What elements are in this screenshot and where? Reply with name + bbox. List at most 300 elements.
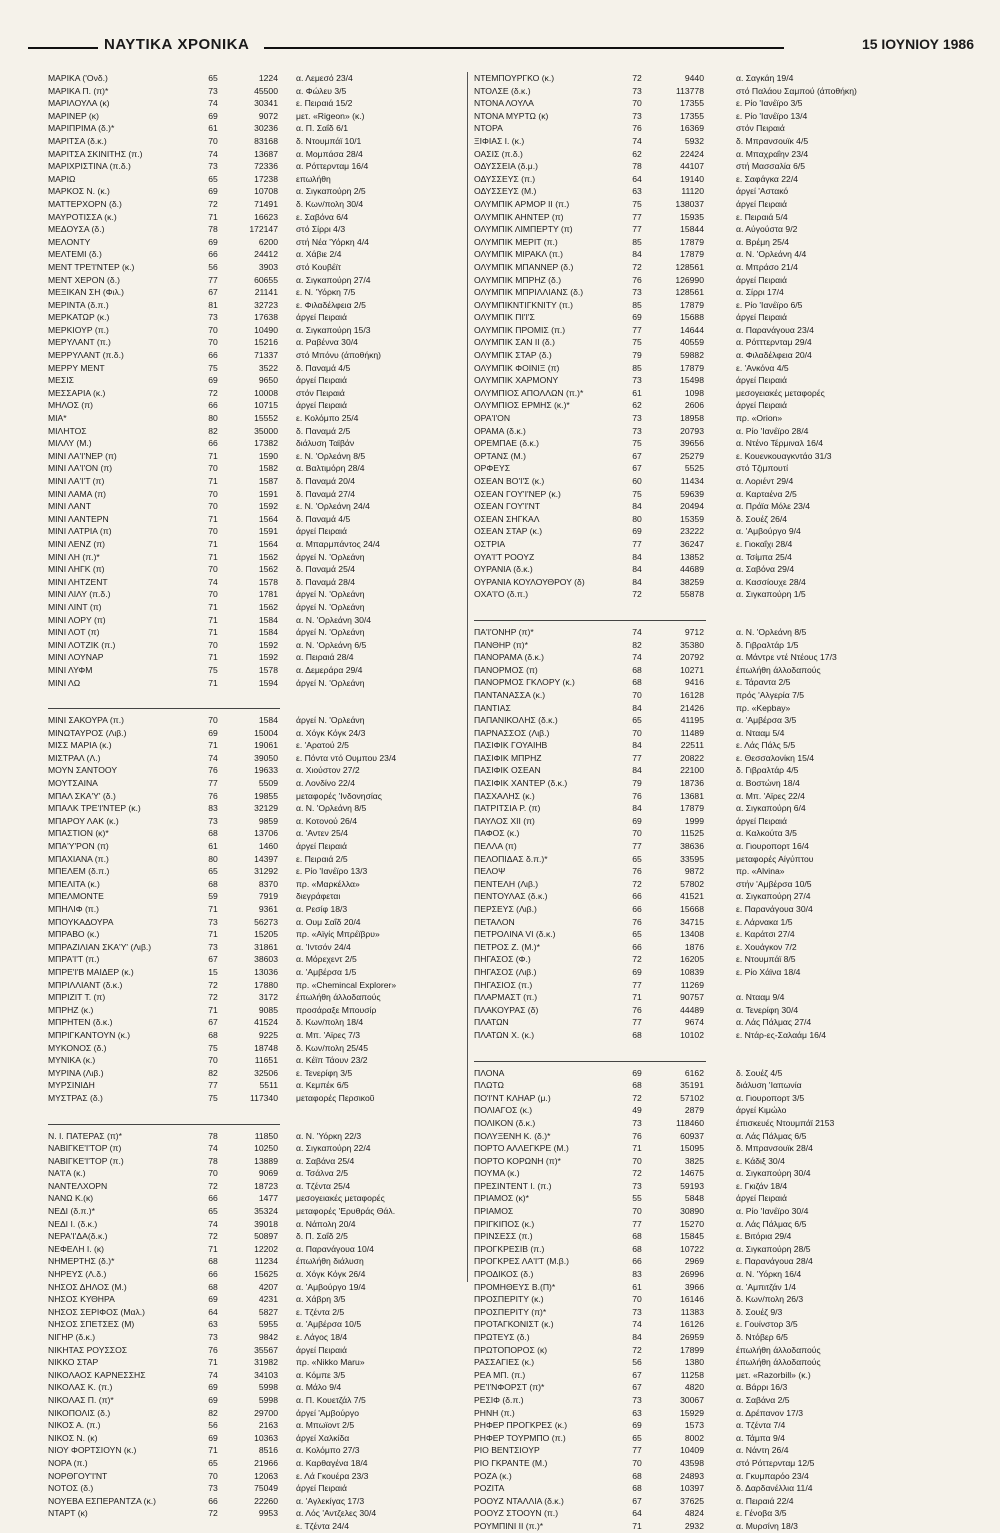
- tonnage: 30341: [254, 98, 278, 109]
- ship-name: ΝΑΒΙΓΚΕ'Ι'ΤΟΡ (π): [48, 1143, 122, 1154]
- ship-entry: [48, 1004, 463, 1017]
- tonnage: 126990: [675, 274, 704, 285]
- tonnage: 31861: [254, 941, 278, 952]
- ship-entry: [48, 110, 463, 123]
- ship-name: ΜΙΝΙ ΛΟΤ (π): [48, 627, 100, 638]
- build-year: 15: [208, 966, 218, 977]
- build-year: 73: [208, 941, 218, 952]
- ship-entry: [474, 676, 959, 689]
- build-year: 77: [632, 979, 642, 990]
- last-report: α. Δεμεράρα 29/4: [296, 664, 363, 675]
- ship-name: ΠΛΑΡΜΑΣΤ (π.): [474, 992, 538, 1003]
- tonnage: 1224: [258, 73, 278, 83]
- ship-entry: [48, 374, 463, 387]
- ship-name: ΜΠΕΛΙΤΑ (κ.): [48, 878, 100, 889]
- build-year: 68: [208, 878, 218, 889]
- build-year: 77: [632, 211, 642, 222]
- ship-entry: [474, 1495, 959, 1508]
- last-report: α. Ντααμ 9/4: [736, 992, 785, 1003]
- ship-name: ΡΕΑ ΜΠ. (π.): [474, 1369, 526, 1380]
- ship-name: ΜΠΡΑ'Ι'Τ (π.): [48, 954, 100, 965]
- ship-name: ΟΛΥΜΠΙΚ ΜΠΡΗΖ (δ.): [474, 274, 562, 285]
- last-report: δ. Κων/πολη 30/4: [296, 198, 364, 209]
- ship-entry: [48, 1318, 463, 1331]
- build-year: 77: [632, 1445, 642, 1456]
- ship-entry: [474, 941, 959, 954]
- ship-entry: [48, 1243, 463, 1256]
- last-report: διάλυση Ταϊβάν: [296, 438, 355, 449]
- last-report: α. Κέϊπ Τάουν 23/2: [296, 1055, 368, 1066]
- ship-entry: [474, 425, 959, 438]
- ship-entry: [48, 1054, 463, 1067]
- ship-list-section: [48, 1130, 463, 1533]
- tonnage: 9712: [684, 626, 704, 637]
- last-report: στό Σίρρι 4/3: [296, 224, 346, 235]
- last-report: α. Σίρρι 17/4: [736, 287, 784, 298]
- tonnage: 4207: [258, 1281, 278, 1292]
- tonnage: 11489: [680, 727, 704, 738]
- tonnage: 21966: [254, 1457, 278, 1468]
- last-report: προσάραξε Μπουσίρ: [296, 1004, 377, 1015]
- tonnage: 1594: [258, 677, 278, 688]
- tonnage: 13408: [680, 929, 704, 940]
- last-report: ε. Βιτόρια 29/4: [736, 1231, 792, 1242]
- ship-name: ΡΗΦΕΡ ΤΟΥΡΜΠΟ (π.): [474, 1432, 566, 1443]
- ship-name: ΜΕΡΚΑΤΩΡ (κ.): [48, 312, 110, 323]
- last-report: άργεί Πειραιά: [736, 198, 787, 209]
- ship-entry: [474, 1394, 959, 1407]
- ship-entry: [474, 135, 959, 148]
- section-divider: [48, 1124, 280, 1125]
- last-report: α. Κασσίουχε 28/4: [736, 576, 806, 587]
- build-year: 73: [208, 1332, 218, 1342]
- tonnage: 60937: [680, 1130, 704, 1141]
- last-report: ε. Θεσσαλονίκη 15/4: [736, 752, 815, 763]
- tonnage: 33595: [680, 853, 704, 864]
- ship-name: ΜΠΑΛΚ ΤΡΕ'Ι'ΝΤΕΡ (κ.): [48, 803, 141, 814]
- tonnage: 15688: [680, 312, 704, 323]
- last-report: έπωλήθη άλλοδαπούς: [736, 1344, 821, 1355]
- tonnage: 5998: [258, 1394, 278, 1405]
- last-report: διεγράφεται: [296, 891, 341, 902]
- page-header: [28, 36, 974, 60]
- ship-name: ΜΕΔΟΥΣΑ (δ.): [48, 224, 105, 235]
- last-report: α. Καρταένα 2/5: [736, 488, 797, 499]
- ship-name: ΠΟΡΤΟ ΚΟΡΩΝΗ (π)*: [474, 1155, 561, 1166]
- build-year: 68: [632, 1243, 642, 1254]
- ship-entry: [48, 185, 463, 198]
- tonnage: 11258: [680, 1369, 704, 1380]
- ship-entry: [48, 1419, 463, 1432]
- last-report: α. 'Αμβούργο 19/4: [296, 1281, 366, 1292]
- tonnage: 11120: [681, 186, 704, 197]
- tonnage: 5827: [258, 1306, 278, 1317]
- build-year: 68: [208, 1281, 218, 1292]
- ship-entry: [48, 979, 463, 992]
- ship-entry: [474, 1407, 959, 1420]
- ship-entry: [48, 639, 463, 652]
- build-year: 73: [208, 161, 218, 172]
- tonnage: 57802: [680, 878, 704, 889]
- tonnage: 44489: [680, 1004, 704, 1015]
- build-year: 75: [208, 362, 218, 373]
- last-report: στό Ρόττερνταμ 12/5: [736, 1457, 815, 1468]
- tonnage: 9069: [258, 1168, 278, 1179]
- ship-entry: [48, 588, 463, 601]
- last-report: α. Σαβάνα 2/5: [736, 1394, 790, 1405]
- last-report: άργεί Κιμώλο: [736, 1105, 787, 1116]
- ship-entry: [474, 311, 959, 324]
- section-gap: [474, 1042, 959, 1056]
- last-report: ε. Κολόμπο 25/4: [296, 413, 359, 424]
- tonnage: 90757: [680, 992, 704, 1003]
- tonnage: 36247: [680, 538, 704, 549]
- tonnage: 12063: [254, 1470, 278, 1481]
- ship-entry: [48, 928, 463, 941]
- build-year: 62: [632, 148, 642, 159]
- tonnage: 6162: [684, 1067, 704, 1078]
- last-report: α. Ραβέννα 30/4: [296, 337, 358, 348]
- ship-name: ΜΠΡΕ'Ι'Β ΜΑΙΔΕΡ (κ.): [48, 966, 134, 977]
- tonnage: 15844: [680, 224, 704, 235]
- ship-entry: [474, 878, 959, 891]
- build-year: 70: [632, 828, 642, 839]
- tonnage: 59639: [680, 488, 704, 499]
- build-year: 71: [632, 1520, 642, 1531]
- build-year: 75: [632, 337, 642, 348]
- ship-name: ΜΠΡΑΒΟ (κ.): [48, 929, 100, 940]
- ship-entry: [474, 160, 959, 173]
- ship-name: ΝΗΣΟΣ ΚΥΘΗΡΑ: [48, 1294, 115, 1305]
- ship-name: ΝΑΝΩ Κ.(κ): [48, 1193, 94, 1204]
- ship-entry: [474, 1318, 959, 1331]
- tonnage: 55878: [680, 589, 704, 600]
- ship-entry: [48, 966, 463, 979]
- build-year: 70: [208, 463, 218, 474]
- tonnage: 39050: [254, 752, 278, 763]
- ship-entry: [474, 248, 959, 261]
- ship-entry: [48, 349, 463, 362]
- ship-entry: [474, 1016, 959, 1029]
- last-report: δ. Κων/πολη 18/4: [296, 1017, 364, 1028]
- ship-name: ΠΗΓΑΣΙΟΣ (π.): [474, 979, 533, 990]
- build-year: 82: [208, 1407, 218, 1418]
- tonnage: 17355: [680, 110, 704, 121]
- tonnage: 35324: [254, 1206, 278, 1217]
- ship-entry: [474, 299, 959, 312]
- tonnage: 1591: [258, 488, 278, 499]
- build-year: 66: [208, 350, 218, 361]
- build-year: 63: [632, 186, 642, 197]
- last-report: α. Ρόττερνταμ 16/4: [296, 161, 369, 172]
- last-report: α. Φώλευ 3/5: [296, 85, 347, 96]
- ship-name: ΜΙΝΙ ΛΑ'Ι'Τ (π): [48, 476, 105, 486]
- ship-name: ΜΠΕΛΜΟΝΤΕ: [48, 891, 104, 902]
- ship-entry: [48, 752, 463, 765]
- ship-entry: [48, 211, 463, 224]
- tonnage: 14397: [254, 853, 278, 864]
- ship-name: ΟΡΑΜΑ (δ.κ.): [474, 425, 526, 436]
- tonnage: 8002: [684, 1432, 704, 1443]
- ship-name: ΠΛΑΤΩΝ Χ. (κ.): [474, 1029, 535, 1040]
- ship-entry: [474, 362, 959, 375]
- ship-name: ΜΕΞΙΚΑΝ ΣΗ (Φιλ.): [48, 287, 125, 298]
- last-report: α. Χάβιε 2/4: [296, 249, 342, 260]
- ship-entry: [48, 236, 463, 249]
- ship-name: ΜΠΕΛΕΜ (δ.π.): [48, 866, 110, 877]
- tonnage: 1587: [258, 476, 278, 486]
- last-report: δ. Κων/πολη 26/3: [736, 1294, 804, 1305]
- ship-entry: [474, 1117, 959, 1130]
- build-year: 69: [632, 312, 642, 323]
- ship-entry: [474, 551, 959, 564]
- tonnage: 40559: [680, 337, 704, 348]
- build-year: 74: [208, 98, 218, 109]
- build-year: 74: [208, 148, 218, 159]
- tonnage: 1592: [258, 652, 278, 663]
- build-year: 56: [632, 1357, 642, 1368]
- tonnage: 44689: [680, 564, 704, 575]
- ship-name: ΟΡΦΕΥΣ: [474, 463, 511, 474]
- header-rule-left: [28, 47, 98, 49]
- build-year: 71: [208, 1004, 218, 1015]
- last-report: α. Παρανάγουα 10/4: [296, 1243, 374, 1254]
- build-year: 71: [208, 1445, 218, 1456]
- last-report: στόν Πειραιά: [736, 123, 785, 134]
- ship-name: ΝΕΔΙ Ι. (δ.κ.): [48, 1218, 98, 1229]
- last-report: α. Κόμπε 3/5: [296, 1369, 346, 1380]
- build-year: 67: [208, 954, 218, 965]
- last-report: στό Κουβέϊτ: [296, 261, 342, 272]
- last-report: α. Νάπολη 20/4: [296, 1218, 356, 1229]
- ship-name: ΠΑΝΘΗΡ (π)*: [474, 639, 528, 650]
- ship-entry: [474, 979, 959, 992]
- build-year: 72: [632, 589, 642, 600]
- last-report: πρ. «Alvina»: [736, 866, 785, 877]
- ship-name: ΞΙΦΙΑΣ Ι. (κ.): [474, 135, 525, 146]
- build-year: 78: [632, 161, 642, 172]
- ship-entry: [474, 185, 959, 198]
- tonnage: 17880: [254, 979, 278, 990]
- last-report: άργεί Πειραιά: [736, 815, 787, 826]
- ship-entry: [48, 311, 463, 324]
- ship-list-section: [474, 626, 959, 1042]
- ship-entry: [48, 827, 463, 840]
- ship-entry: [474, 336, 959, 349]
- build-year: 66: [632, 941, 642, 952]
- last-report: α. Ουμ Σαΐδ 20/4: [296, 916, 361, 927]
- ship-name: ΟΛΥΜΠΙΚ ΣΤΑΡ (δ.): [474, 350, 552, 361]
- tonnage: 18723: [254, 1180, 278, 1191]
- ship-entry: [474, 903, 959, 916]
- ship-name: ΜΥΡΙΝΑ (Λιβ.): [48, 1067, 104, 1078]
- ship-name: ΡΙΟ ΒΕΝΤΣΙΟΥΡ: [474, 1445, 540, 1456]
- last-report: α. Χιούστον 27/2: [296, 765, 360, 776]
- ship-entry: [48, 853, 463, 866]
- build-year: 72: [632, 954, 642, 965]
- ship-entry: [48, 1029, 463, 1042]
- build-year: 60: [632, 476, 642, 486]
- build-year: 73: [632, 287, 642, 298]
- last-report: α. Σιγκαπούρη 6/4: [736, 803, 806, 814]
- tonnage: 30890: [680, 1206, 704, 1217]
- tonnage: 138037: [675, 198, 704, 209]
- build-year: 83: [208, 803, 218, 814]
- build-year: 71: [208, 904, 218, 914]
- build-year: 85: [632, 236, 642, 247]
- build-year: 76: [632, 123, 642, 134]
- ship-name: ΠΑΡΝΑΣΣΟΣ (Λιβ.): [474, 727, 550, 738]
- last-report: άργεί Ν. 'Ορλεάνη: [296, 589, 365, 600]
- last-report: α. Π. Σαΐδ 6/1: [296, 123, 349, 134]
- last-report: δ. Δαρδανέλλια 11/4: [736, 1483, 813, 1494]
- tonnage: 6200: [258, 236, 278, 247]
- last-report: α. Νάντη 26/4: [736, 1445, 789, 1456]
- ship-name: ΝΗΣΟΣ ΔΗΛΟΣ (Μ.): [48, 1281, 127, 1292]
- ship-entry: [474, 626, 959, 639]
- tonnage: 16205: [680, 954, 704, 965]
- build-year: 76: [632, 790, 642, 801]
- build-year: 69: [632, 1067, 642, 1078]
- tonnage: 71337: [254, 350, 278, 361]
- ship-name: ΜΥΝΙΚΑ (κ.): [48, 1055, 96, 1066]
- ship-entry: [474, 500, 959, 513]
- tonnage: 10008: [254, 387, 278, 398]
- last-report: άργεί 'Αστακό: [736, 186, 789, 197]
- build-year: 73: [632, 1306, 642, 1317]
- tonnage: 3522: [258, 362, 278, 373]
- ship-name: ΜΟΥΤΣΑΙΝΑ: [48, 778, 98, 789]
- ship-entry: [474, 1331, 959, 1344]
- ship-name: ΠΡΩΤΕΥΣ (δ.): [474, 1332, 530, 1342]
- ship-name: ΠΗΓΑΣΟΣ (Λιβ.): [474, 966, 537, 977]
- build-year: 84: [632, 576, 642, 587]
- ship-name: ΜΠΡΙΓΚΑΝΤΟΥΝ (κ.): [48, 1029, 131, 1040]
- tonnage: 1584: [258, 715, 278, 726]
- tonnage: 18958: [680, 413, 704, 424]
- tonnage: 15845: [680, 1231, 704, 1242]
- ship-entry: [48, 1230, 463, 1243]
- last-report: άργεί Ν. 'Ορλεάνη: [296, 551, 365, 562]
- last-report: α. Σιγκαπούρη 28/5: [736, 1243, 811, 1254]
- last-report: α. Καλκούτα 3/5: [736, 828, 797, 839]
- ship-entry: [474, 488, 959, 501]
- last-report: ε. Γένοβα 3/5: [736, 1508, 787, 1519]
- build-year: 73: [208, 85, 218, 96]
- last-report: α. Σιγκαπούρη 1/5: [736, 589, 806, 600]
- ship-entry: [48, 538, 463, 551]
- ship-entry: [474, 513, 959, 526]
- last-report: δ. Σουέζ 9/3: [736, 1306, 783, 1317]
- tonnage: 9085: [258, 1004, 278, 1015]
- ship-name: ΠΡΟΣΠΕΡΙΤΥ (κ.): [474, 1294, 544, 1305]
- tonnage: 1582: [258, 463, 278, 474]
- ship-name: ΠΡΙΑΜΟΣ (κ)*: [474, 1193, 529, 1204]
- build-year: 68: [208, 828, 218, 839]
- ship-name: ΟΔΥΣΣΕΥΣ (Μ.): [474, 186, 537, 197]
- ship-entry: [48, 324, 463, 337]
- ship-entry: [48, 122, 463, 135]
- ship-name: ΝΤΟΡΑ: [474, 123, 503, 134]
- build-year: 71: [208, 1243, 218, 1254]
- tonnage: 3172: [258, 992, 278, 1003]
- ship-entry: [474, 387, 959, 400]
- build-year: 69: [632, 815, 642, 826]
- last-report: πρ. «Chemincal Explorer»: [296, 979, 397, 990]
- last-report: ε. Τάραντα 2/5: [736, 677, 791, 688]
- build-year: 73: [632, 375, 642, 386]
- ship-entry: [474, 286, 959, 299]
- ship-name: ΜΙΝΙ ΛΥΦΜ: [48, 664, 93, 675]
- last-report: ε. Πειραιά 15/2: [296, 98, 353, 109]
- ship-entry: [48, 626, 463, 639]
- issue-date: 15 ΙΟΥΝΙΟΥ 1986: [861, 36, 974, 52]
- tonnage: 35000: [254, 425, 278, 436]
- tonnage: 20494: [680, 501, 704, 512]
- build-year: 81: [208, 299, 218, 310]
- ship-entry: [48, 1180, 463, 1193]
- last-report: άργεί Πειραιά: [296, 375, 347, 386]
- ship-entry: [474, 538, 959, 551]
- ship-entry: [474, 1482, 959, 1495]
- build-year: 70: [632, 1206, 642, 1217]
- tonnage: 15216: [254, 337, 278, 348]
- ship-name: ΟΥΡΑΝΙΑ (δ.κ.): [474, 564, 533, 575]
- ship-name: ΠΟΛΙΑΓΟΣ (κ.): [474, 1105, 533, 1116]
- ship-entry: [474, 274, 959, 287]
- build-year: 71: [208, 740, 218, 751]
- ship-entry: [48, 97, 463, 110]
- build-year: 80: [208, 413, 218, 424]
- tonnage: 13036: [254, 966, 278, 977]
- last-report: δ. Παναμά 2/5: [296, 425, 351, 436]
- ship-name: ΝΕΔΙ (δ.π.)*: [48, 1206, 96, 1217]
- ship-name: ΠΟΛΙΚΟΝ (δ.κ.): [474, 1117, 536, 1128]
- ship-name: ΜΑΡΙΧΡΙΣΤΙΝΑ (π.δ.): [48, 161, 131, 172]
- tonnage: 117340: [249, 1092, 278, 1103]
- ship-name: ΝΙΓΗΡ (δ.κ.): [48, 1332, 96, 1342]
- ship-entry: [474, 198, 959, 211]
- ship-name: ΠΡΟΜΗΘΕΥΣ Β.(Π)*: [474, 1281, 556, 1292]
- last-report: α. 'Αμβέρσα 10/5: [296, 1319, 362, 1330]
- ship-entry: [474, 1092, 959, 1105]
- tonnage: 56273: [254, 916, 278, 927]
- build-year: 64: [208, 1306, 218, 1317]
- ship-name: ΝΙΚΟΠΟΛΙΣ (δ.): [48, 1407, 111, 1418]
- last-report: α. Μομπάσα 28/4: [296, 148, 363, 159]
- build-year: 68: [632, 1470, 642, 1481]
- build-year: 83: [632, 1269, 642, 1280]
- ship-name: ΝΗΣΟΣ ΣΠΕΤΣΕΣ (Μ): [48, 1319, 135, 1330]
- ship-entry: [474, 1369, 959, 1382]
- build-year: 75: [632, 488, 642, 499]
- last-report: ε. Τενερίφη 3/5: [296, 1067, 353, 1078]
- last-report: ε. 'Ανκόνα 4/5: [736, 362, 789, 373]
- tonnage: 13889: [254, 1155, 278, 1166]
- ship-name: ΠΛΟΝΑ: [474, 1067, 505, 1078]
- last-report: ε. Λάς Πάλς 5/5: [736, 740, 796, 751]
- tonnage: 11651: [254, 1055, 278, 1066]
- ship-name: ΡΕ'Ι'ΝΦΟΡΣΤ (π)*: [474, 1382, 545, 1393]
- ship-name: ΠΡΟΓΚΡΕΣΙΒ (π.): [474, 1243, 545, 1254]
- last-report: α. Δρέπανον 17/3: [736, 1407, 803, 1418]
- last-report: ε. Πειραιά 5/4: [736, 211, 788, 222]
- last-report: α. Κολόμπο 27/3: [296, 1445, 360, 1456]
- ship-entry: [474, 1205, 959, 1218]
- tonnage: 5511: [259, 1080, 278, 1091]
- last-report: δ. Παναμά 28/4: [296, 576, 356, 587]
- build-year: 71: [208, 538, 218, 549]
